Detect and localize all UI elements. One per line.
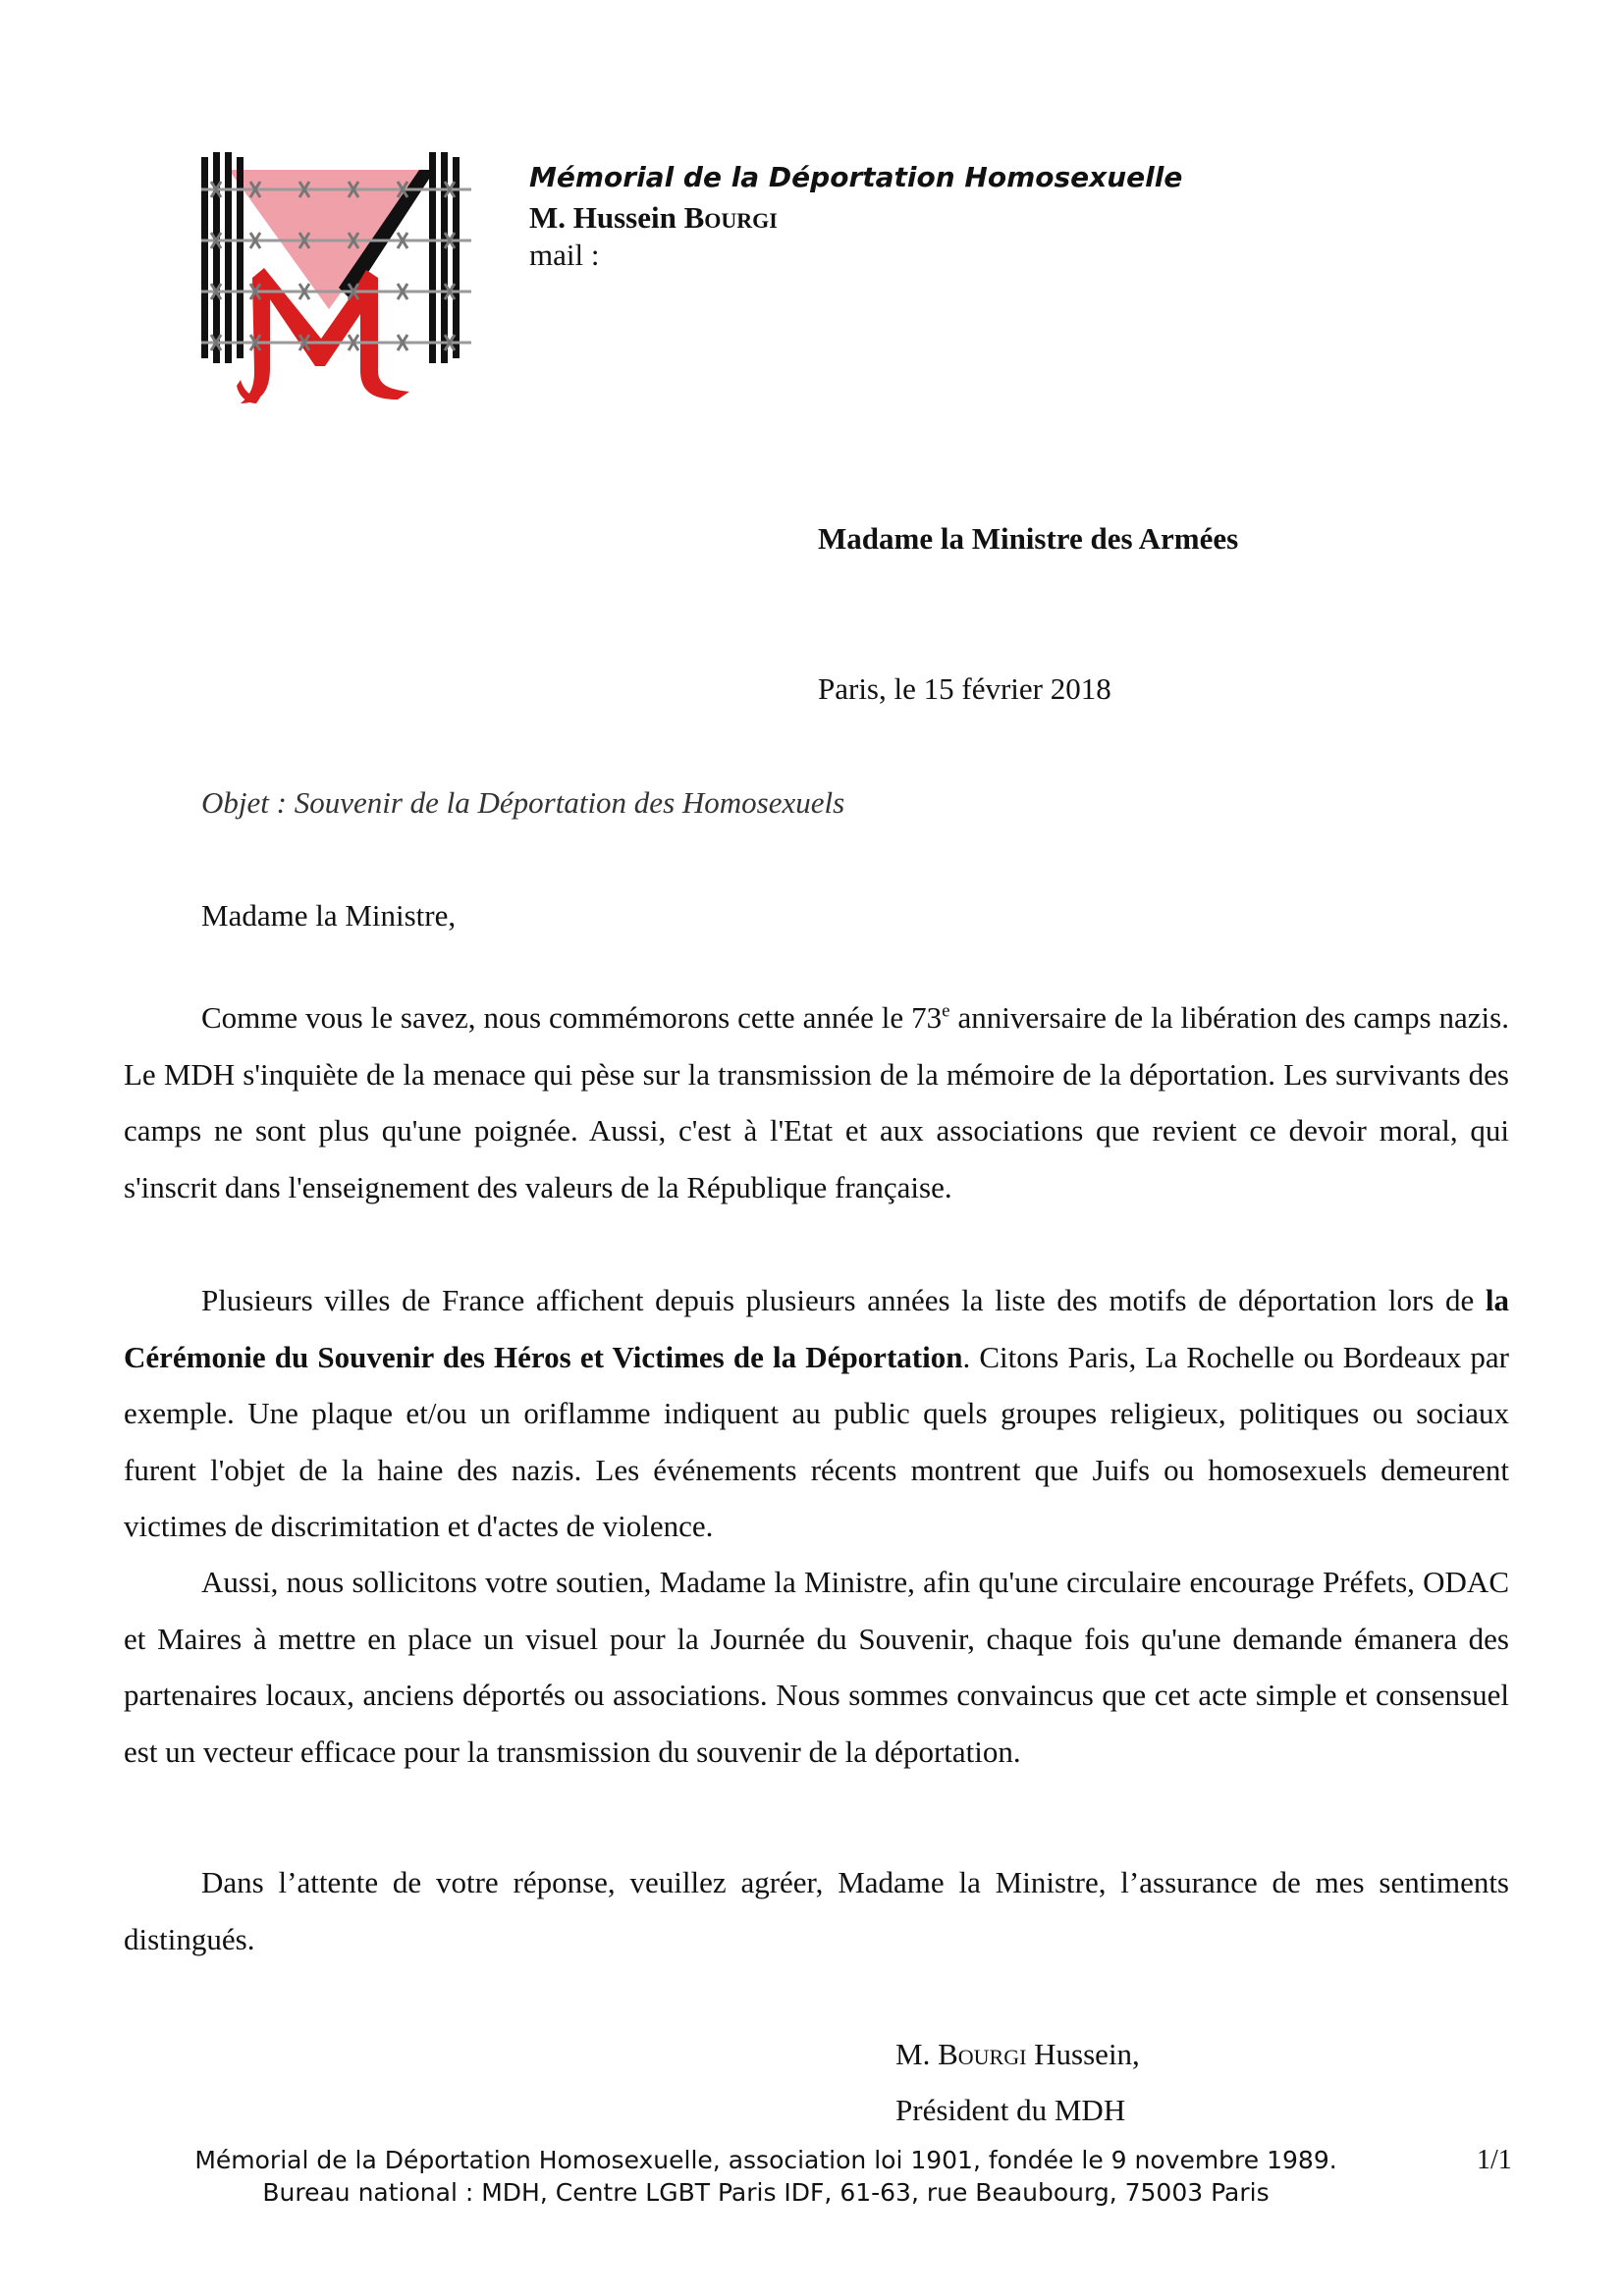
signature-prefix: M.: [895, 2037, 939, 2071]
paragraph-2: [124, 1272, 1509, 1555]
recipient: Madame la Ministre des Armées: [818, 521, 1239, 556]
paragraph-1-a: Comme vous le savez, nous commémorons cette année le 73: [201, 1000, 943, 1035]
header-mail-label: mail :: [529, 238, 600, 272]
header-name-prefix: M. Hussein: [529, 200, 684, 235]
mdh-logo: [201, 152, 471, 405]
salutation: Madame la Ministre,: [201, 898, 457, 933]
signature-title: Président du MDH: [895, 2093, 1126, 2127]
paragraph-4: [124, 1854, 1509, 1967]
paragraph-3-text: Aussi, nous sollicitons votre soutien, Madame la Ministre, afin qu'une circulaire encourage Préfets, ODAC et Maires à mettre en place un visuel pour la Journée du Souvenir, chaque fois qu'une demande émanera des partenaires locaux, anciens déportés ou associations. Nous sommes convaincus que cet acte simple et consensuel est un vecteur efficace pour la transmission du souvenir de la déportation.: [124, 1565, 1509, 1769]
signature-given: Hussein,: [1026, 2037, 1140, 2071]
footer-line-2: Bureau national : MDH, Centre LGBT Paris IDF, 61-63, rue Beaubourg, 75003 Paris: [262, 2178, 1270, 2207]
paragraph-1: [124, 989, 1509, 1215]
paragraph-2-b: . Citons Paris, La Rochelle ou Bordeaux par exemple. Une plaque et/ou un oriflamme indiquent au public quels groupes religieux, politiques ou sociaux furent l'objet de la haine des nazis. Les événements récents montrent que Juifs ou homosexuels demeurent victimes de discrimitation et d'actes de violence.: [124, 1339, 1509, 1543]
paragraph-3: [124, 1554, 1509, 1780]
header-name-surname: Bourgi: [683, 200, 778, 235]
header-name: [529, 200, 778, 236]
letter-date: Paris, le 15 février 2018: [818, 671, 1111, 706]
header-organization: Mémorial de la Déportation Homosexuelle: [529, 161, 1183, 193]
footer-line-1: Mémorial de la Déportation Homosexuelle, association loi 1901, fondée le 9 novembre 1989.: [194, 2146, 1337, 2174]
paragraph-2-a: Plusieurs villes de France affichent depuis plusieurs années la liste des motifs de déportation lors de: [201, 1283, 1486, 1317]
signature-name: [895, 2037, 1140, 2072]
paragraph-1-b: anniversaire de la libération des camps nazis. Le MDH s'inquiète de la menace qui pèse sur la transmission de la mémoire de la déportation. Les survivants des camps ne sont plus qu'une poignée. Aussi, c'est à l'Etat et aux associations que revient ce devoir moral, qui s'inscrit dans l'enseignement des valeurs de la République française.: [124, 1000, 1509, 1204]
paragraph-4-text: Dans l’attente de votre réponse, veuillez agréer, Madame la Ministre, l’assurance de mes sentiments distingués.: [124, 1865, 1509, 1956]
letter-subject: Objet : Souvenir de la Déportation des Homosexuels: [201, 785, 845, 820]
page-number: 1/1: [1477, 2145, 1512, 2175]
paragraph-2-bold: la Cérémonie du Souvenir des Héros et Victimes de la Déportation: [124, 1283, 1509, 1374]
paragraph-1-sup: e: [942, 1000, 950, 1022]
signature-surname: Bourgi: [938, 2037, 1027, 2071]
